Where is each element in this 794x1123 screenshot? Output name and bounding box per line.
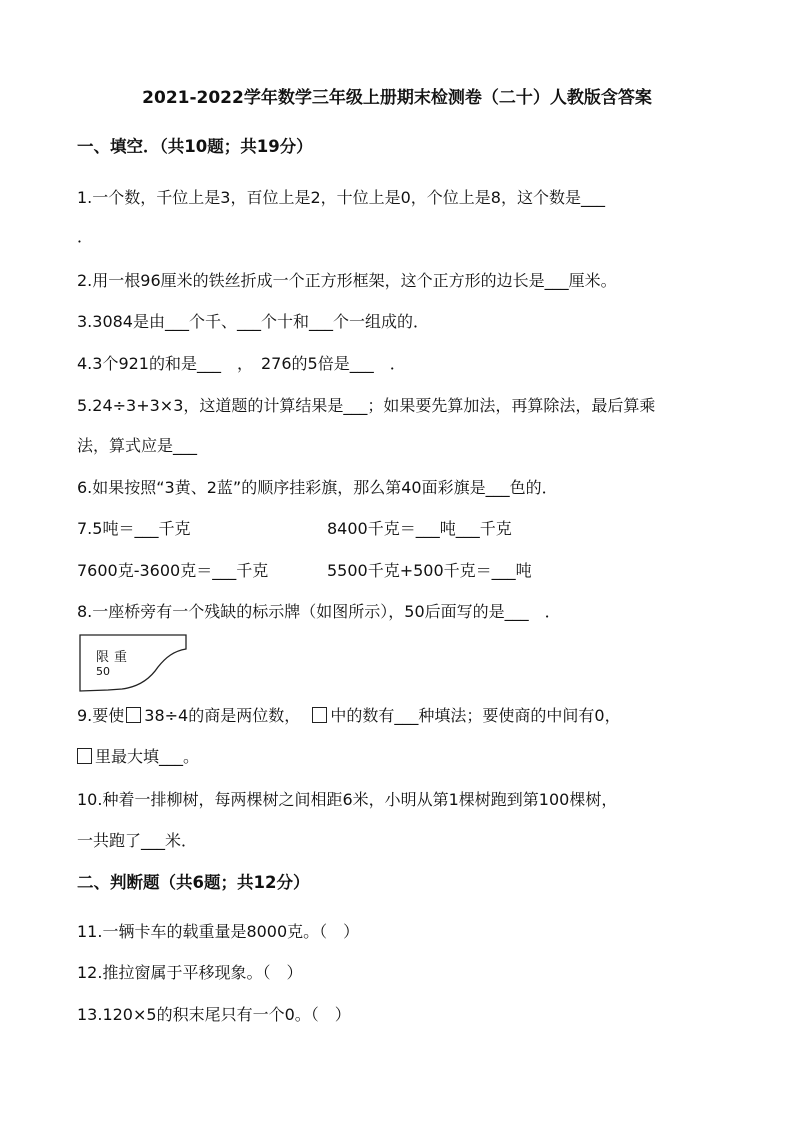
question-1-line-1: 1.一个数，千位上是3，百位上是2，十位上是0，个位上是8，这个数是___ [77, 188, 605, 207]
question-12: 12.推拉窗属于平移现象。（ ） [77, 963, 303, 982]
question-9-prefix: 9.要使 [77, 706, 125, 725]
blank-box-icon [312, 707, 327, 723]
question-2: 2.用一根96厘米的铁丝折成一个正方形框架，这个正方形的边长是___厘米。 [77, 271, 617, 290]
question-9-suffix: 中的数有___种填法；要使商的中间有0， [330, 706, 621, 725]
question-5-line-1: 5.24÷3+3×3，这道题的计算结果是___；如果要先算加法，再算除法，最后算乘 [77, 396, 656, 415]
question-9-line-1 [77, 705, 621, 727]
question-4: 4.3个921的和是___ ， 276的5倍是___ ． [77, 354, 406, 373]
question-7-item-c: 7600克-3600克＝___千克 [77, 561, 269, 580]
question-9-line-2 [77, 746, 199, 768]
question-7-item-a: 7.5吨＝___千克 [77, 519, 191, 538]
section-1-heading: 一、填空．（共10题；共19分） [77, 137, 313, 156]
question-9-middle: 38÷4的商是两位数， [144, 706, 301, 725]
question-11: 11.一辆卡车的载重量是8000克。（ ） [77, 922, 360, 941]
question-10-line-2: 一共跑了___米． [77, 831, 198, 850]
blank-box-icon [126, 707, 141, 723]
blank-box-icon [77, 748, 92, 764]
question-1-line-2: ． [77, 227, 94, 246]
question-5-line-2: 法，算式应是___ [77, 436, 198, 455]
question-13: 13.120×5的积末尾只有一个0。（ ） [77, 1005, 351, 1024]
question-9-line-2-text: 里最大填___。 [95, 747, 200, 766]
question-10-line-1: 10.种着一排柳树，每两棵树之间相距6米，小明从第1棵树跑到第100棵树， [77, 790, 618, 809]
question-7-item-b: 8400千克＝___吨___千克 [327, 519, 512, 538]
document-title: 2021-2022学年数学三年级上册期末检测卷（二十）人教版含答案 [142, 88, 652, 108]
question-7-item-d: 5500千克+500千克＝___吨 [327, 561, 532, 580]
broken-sign-figure [78, 633, 188, 695]
question-3: 3.3084是由___个千、___个十和___个一组成的． [77, 312, 429, 331]
question-8: 8.一座桥旁有一个残缺的标示牌（如图所示），50后面写的是___ ． [77, 602, 561, 621]
question-6: 6.如果按照“3黄、2蓝”的顺序挂彩旗，那么第40面彩旗是___色的． [77, 478, 558, 497]
sign-label-limit: 限重 [96, 650, 133, 665]
sign-label-50: 50 [96, 665, 110, 678]
section-2-heading: 二、判断题（共6题；共12分） [77, 873, 310, 892]
